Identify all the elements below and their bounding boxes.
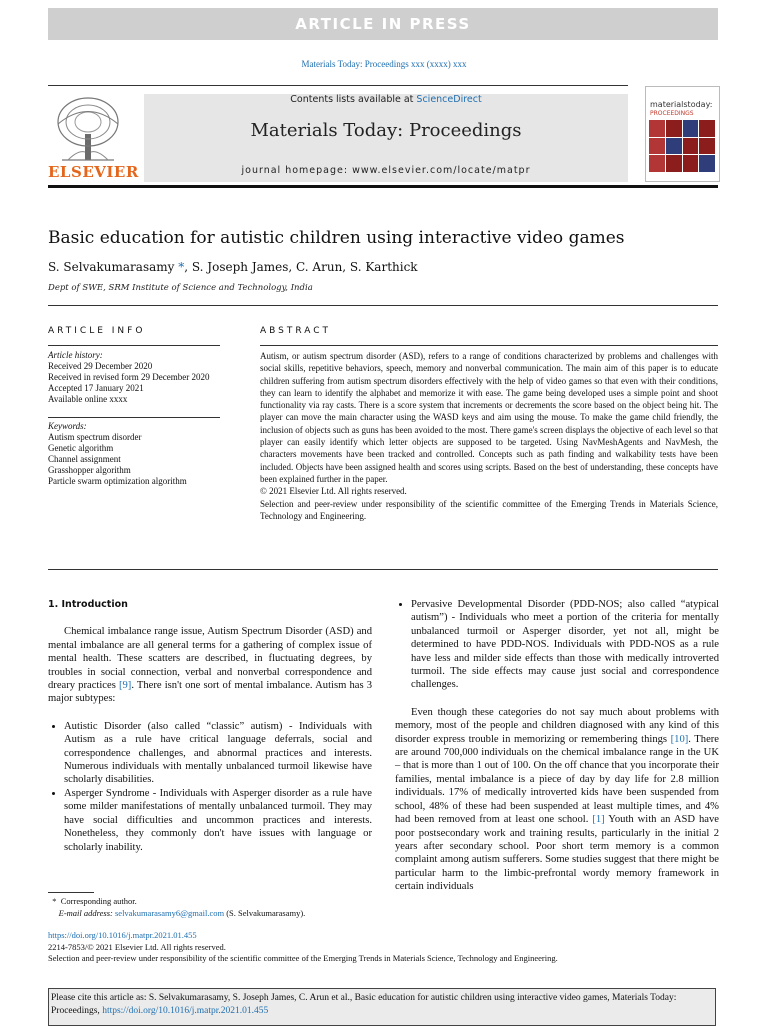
abstract-text: Autism, or autism spectrum disorder (ASD), refers to a range of conditions characterized by problems and challenges with social skills, repetitive behaviors, speech, memory and nonverbal communication. The main aim of this paper is to educate children suffering from autism spectrum disorders effectively with the help of video games so that even with their conditions, they can learn to identify the alphabet and memorize it with ease. The game being developed uses a simple point and shoot functionality via ray casts. There is a score system that increments or decrements the score based on the object being hit. The player can move the main character using the WASD keys and aim using the mouse. To make the game child friendly, the inclusion of objects such as guns has been avoided to the most. There game's screen displays the objective of each level so that player can easily identify which letter objects are supposed to be targeted. Using NavMeshAgents and NavMesh, the characters movements have been tracked and controlled. Concepts such as path finding and walkability tests have been included. Objects have been assigned health and scores using scripts. Based on the best of understanding, these concepts have been explained further in the paper. — [260, 351, 718, 484]
article-info-rule — [48, 345, 220, 346]
footnote-corresponding: * Corresponding author. — [52, 896, 137, 906]
affiliation: Dept of SWE, SRM Institute of Science and Technology, India — [48, 283, 313, 293]
header-rule-bottom — [48, 185, 718, 188]
issn-line: 2214-7853/© 2021 Elsevier Ltd. All rights reserved. — [48, 941, 226, 952]
list-item: • Asperger Syndrome - Individuals with Asperger disorder as a rule have some milder manifestations of mentally unbalanced turmoil. They may have social difficulties and uncommon practices and interests. Nonetheless, they commonly don't have issues with language or scholarly inability. — [64, 787, 372, 854]
keywords-label: Keywords: — [48, 421, 87, 431]
article-title: Basic education for autistic children using interactive video games — [48, 228, 625, 248]
keywords-rule — [48, 417, 220, 418]
doi-block — [48, 930, 728, 965]
keyword-item: Genetic algorithm — [48, 443, 114, 453]
history-item: Accepted 17 January 2021 — [48, 383, 144, 393]
journal-cover-image — [645, 86, 720, 182]
intro-paragraph: Chemical imbalance range issue, Autism Spectrum Disorder (ASD) and mental imbalance are all general terms for a gathering of complex issue of mental health. These scatters are described, in fluctuating degrees, by troubles in social connection, verbal and nonverbal correspondence and dreary practices [9]. There isn't one sort of mental imbalance. Autism has 3 major subtypes: — [48, 626, 372, 705]
citation-text: Please cite this article as: S. Selvakumarasamy, S. Joseph James, C. Arun et al., Basic education for autistic children using interactive video games, Materials Today: Proceedings, — [51, 993, 677, 1016]
right-column — [395, 598, 719, 894]
left-column — [48, 598, 372, 854]
abstract-rule — [260, 345, 718, 346]
cover-art — [649, 120, 715, 172]
journal-homepage: journal homepage: www.elsevier.com/locate/matpr — [241, 165, 531, 176]
authors-rest: , S. Joseph James, C. Arun, S. Karthick — [184, 260, 418, 274]
footnote — [48, 896, 388, 919]
citation-doi-link[interactable]: https://doi.org/10.1016/j.matpr.2021.01.455 — [102, 1006, 269, 1016]
history-item: Received in revised form 29 December 2020 — [48, 372, 210, 382]
corresponding-author-mark[interactable]: * — [178, 260, 185, 274]
section-heading: 1. Introduction — [48, 599, 128, 610]
author-first[interactable]: S. Selvakumarasamy — [48, 260, 175, 274]
list-item: • Autistic Disorder (also called “classic” autism) - Individuals with Autism as a rule have critical language deferrals, social and correspondence challenges, and abnormal practices and interests. Numerous individuals with mentally unbalanced turmoil likewise have scholarly disabilities. — [64, 720, 372, 787]
history-label: Article history: — [48, 350, 103, 360]
keywords — [48, 421, 228, 487]
journal-title: Materials Today: Proceedings — [250, 120, 522, 141]
doi-link[interactable]: https://doi.org/10.1016/j.matpr.2021.01.455 — [48, 930, 197, 940]
article-info-heading: ARTICLE INFO — [48, 326, 146, 336]
keyword-item: Particle swarm optimization algorithm — [48, 476, 187, 486]
keyword-item: Grasshopper algorithm — [48, 465, 131, 475]
journal-reference-link[interactable]: Materials Today: Proceedings xxx (xxxx) xxx — [301, 59, 467, 69]
author-list — [48, 260, 728, 274]
history-item: Available online xxxx — [48, 394, 128, 404]
body-divider — [48, 569, 718, 570]
email-link[interactable]: selvakumarasamy6@gmail.com — [114, 907, 225, 918]
cover-subtitle: PROCEEDINGS — [650, 110, 694, 117]
sciencedirect-link[interactable]: ScienceDirect — [416, 94, 482, 105]
title-divider — [48, 305, 718, 306]
footnote-rule — [48, 892, 94, 893]
contents-prefix: Contents lists available at — [290, 94, 417, 105]
citation-link[interactable]: [1] — [592, 814, 605, 826]
subtype-list-continued — [395, 598, 719, 692]
article-in-press-banner: ARTICLE IN PRESS — [48, 8, 718, 40]
body-paragraph: Even though these categories do not say much about problems with memory, most of the people and children diagnosed with any kind of this disorder express trouble in memorizing or remembering things [10]. There are around 700,000 individuals on the chemical imbalance range in the UK – that is more than 1 out of 100. On the off chance that you incorporate their families, mental imbalance is a piece of day by day life for 2.8 million individuals. 17% of medically introverted kids have been suspended from school, 48% of these had been suspended at least multiple times, and 4% had been removed from at least one school. [1] Youth with an ASD have poor postsecondary work and training results, particularly in the initial 2 years after secondary school. Poor short term memory is a common complaint among autism sufferers. Some studies suggest that there might be particular harm to the limbic-prefrontal wordy memory framework in certain individuals — [395, 706, 719, 893]
citation-link[interactable]: [9] — [118, 680, 132, 692]
citation-link[interactable]: [10] — [670, 733, 689, 745]
keyword-item: Autism spectrum disorder — [48, 432, 142, 442]
history-item: Received 29 December 2020 — [48, 361, 153, 371]
footnote-email: E-mail address: selvakumarasamy6@gmail.com (S. Selvakumarasamy). — [58, 907, 306, 918]
citation-box — [48, 988, 716, 1026]
list-item: • Pervasive Developmental Disorder (PDD-NOS; also called “atypical autism”) - Individuals who meet a portion of the criteria for mentally unbalanced turmoil or Asperger disorder, yet not all, might be determined to have PDD-NOS. Individuals with PDD-NOS as a rule have less and milder side effects than those with medically introverted turmoil. The side effects may cause just social and correspondence challenges. — [411, 598, 719, 692]
abstract-selection: Selection and peer-review under responsibility of the scientific committee of the Emerging Trends in Materials Science, Technology and Engineering. — [260, 498, 718, 521]
contents-line — [144, 94, 628, 105]
cover-title: materialstoday: — [650, 100, 713, 109]
header-rule-top — [48, 85, 628, 86]
subtype-list — [48, 720, 372, 854]
abstract-body — [260, 350, 718, 522]
keyword-item: Channel assignment — [48, 454, 121, 464]
article-history — [48, 350, 228, 405]
publisher-name: ELSEVIER — [48, 163, 139, 181]
abstract-copyright: © 2021 Elsevier Ltd. All rights reserved. — [260, 486, 407, 497]
abstract-heading: ABSTRACT — [260, 326, 332, 336]
selection-line: Selection and peer-review under responsibility of the scientific committee of the Emerging Trends in Materials Science, Technology and Engineering. — [48, 953, 558, 963]
